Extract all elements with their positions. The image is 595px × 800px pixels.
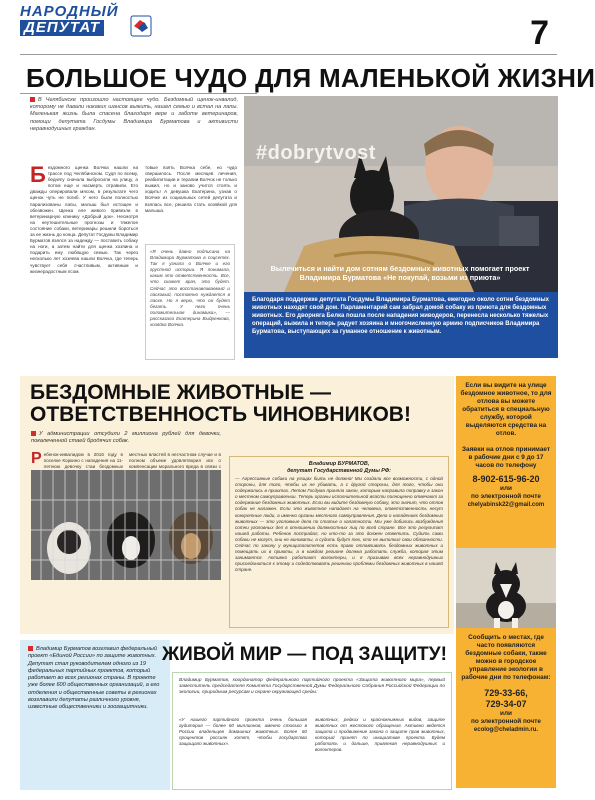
capture-or-text: или (500, 485, 512, 492)
bullet-icon (28, 646, 33, 651)
header-divider (20, 54, 557, 55)
section-2-title-line-2: ОТВЕТСТВЕННОСТЬ ЧИНОВНИКОВ! (30, 403, 411, 426)
section-3-title: ЖИВОЙ МИР — ПОД ЗАЩИТУ! (162, 644, 447, 665)
bullet-icon (31, 431, 36, 436)
capture-email-address: chelyabinsk22@gmail.com (467, 502, 545, 508)
ecology-phone-1: 729-33-66, (484, 688, 528, 698)
deputy-quote-box (229, 456, 449, 628)
capture-service-text: Если вы видите на улице бездомное животное, то для отлова вы можете обратиться в специальную службу, которой выделяются средства на отлов. (460, 382, 552, 437)
column-2-text: товые взять Волчка себе, но чудо свершилось. После месяцев лечения, реабилитации и терапии Волчок не только выжил, но и заново учится стоять и ходить! А девушка Екатерина, узнав о Волчке из социальных сетей депутата и взялась все, решила стать хозяйкой для малыша. (145, 165, 237, 213)
section-2-column-1-text: ебенок-инвалидом в 2016 году в поселке Коркино с нападения на 11-летнюю девочку стаи бездомных (43, 452, 123, 470)
quote-author-name: Владимир БУРМАТОВ, (308, 461, 370, 467)
section-3-column-2: животных, редких и краснокнижных видов, защите животных от жестокого обращения. Активно ведется защита и продвижение закона о защите прав животных, который принят по инициативе проекта. Будем работать и дальше, привлекая неравнодушных и волонтеров. (315, 717, 445, 753)
logo-bottom-text: ДЕПУТАТ (20, 20, 104, 36)
capture-phone-number: 8-902-615-96-20 (472, 474, 540, 484)
puppy-illustration (456, 548, 556, 630)
section-2-column-2-text: местных властей в несчастном случае и в полном объеме удовлетворил иск о компенсации морального вреда в связи с (129, 452, 221, 470)
quote-author-role: депутат Госудаpственной Думы РФ: (287, 467, 391, 474)
section-2-lead-text: У администрации отсудили 2 миллиона рублей для девочки, покалеченной стаей бродячих собак. (31, 431, 221, 445)
pull-quote-text: «Я очень давно подписана на Владимира Бурматова в соцсетях. Так я узнала о Волчке и его грустной истории. Я понимала, каким это ответственность. Все, что скажет врач, это будет. Сейчас это восстанавливаемый и ласковый, постоянно нуждается в ласке. Но я верю, что он будет бегать. У него очень положительная динамика», — рассказала Екатерина Выдренкова, хозяйка Волчка. (150, 249, 230, 328)
section-3-column-1: «У нашего партийного проекта очень большая аудитория — более 60 миллионов, именно столько в России владельцев домашних животных. Более 60 процентов россиян хотят, чтобы государство защищало животных». (179, 717, 307, 747)
article-title: БОЛЬШОЕ ЧУДО ДЛЯ МАЛЕНЬКОЙ ЖИЗНИ (26, 63, 595, 93)
article-lead (30, 97, 238, 133)
capture-service-info-box (456, 376, 556, 550)
logo-top-text: НАРОДНЫЙ (20, 3, 119, 20)
column-1-text: ездомного щенка Волчка нашли на трассе под Челябинском. Судя по всему, беднягу сначала выбросили на улицу, а потом еще и насмерть отравили. Его дважды оперировали мясом, в результате чего щенок чуть не погиб. У него были полностью парализованы лапы, малыш был истощен и обезвожен. Щенка еле живого привезли в ветеринарную клинику «Добрый док». Несмотря на неутешительные прогнозы и тяжелое состояние собаки, ветеринары решили бороться за ее жизнь до конца. Депутат Госдумы Владимир Бурматов взялся за надежду — поставить собаку на ноги, а затем найти для щенка хозяина и подарить ему любящую семью. Так через несколько лет хозяева нашли Волчка, где теперь чувствует себя счастливым, активным и жизнерадостным псом. (30, 165, 138, 274)
section-2-title-line-1: БЕЗДОМНЫЕ ЖИВОТНЫЕ — (30, 381, 332, 404)
capture-email-label: по электронной почте (471, 493, 541, 500)
puppy-photo (456, 548, 556, 630)
photo-caption: Вылечиться и найти дом сотням бездомных животных помогает проект Владимира Бурматова «Не покупай, возьми из приюта» (270, 264, 530, 282)
section-2-lead (31, 431, 221, 445)
party-project-text-content: Владимир Бурматов возглавил федеральный проект «Единой России» по защите животных. Депутат стал руководителем одного из 19 федеральных партийных проектов, который работает во всех регионах страны. В проекте уже более 600 общественных организаций, а его отделения и общественные советы в регионах возглавили депутаты различного уровня, известные общественники и зоозащитники. (28, 646, 160, 711)
photo-hashtag: #dobrytvost (256, 142, 376, 164)
article-column-1 (30, 162, 138, 360)
section-2-column-2 (129, 452, 221, 470)
section-3-lead: Владимир Бурматов, координатор федерального партийного проекта «Защита животного мира», первый заместитель председателя Комитета Государственной Думы Федерального Собрания Российской Федерации по экологии, природным ресурсам и охране окружающей среды: (179, 678, 445, 695)
info-box-blue (244, 292, 558, 358)
article-lead-text: В Челябинске произошло настоящее чудо. Бездомный щенок-инвалид, которому не давали никаких шансов выжить, нашел семью и встал на лапы. Маленькая жизнь была спасена благодаря вере и заботе ветеринаров, помощи депутата Госдумы Владимира Бурматова и активисти неравнодушных граждан. (30, 97, 238, 132)
info-box-text: Благодаря поддержке депутата Госдумы Владимира Бурматова, ежегодно около сотни бездомных животных находят свой дом. Парламентарий сам забрал домой собаку из приюта для бездомных животных. Его дворняга Белка пошла после нападения живодеров, перенесла несколько тяжелых операций, выжила и теперь радует хозяина и многочисленную армию подписчиков Владимира Бурматова, выступающих за гуманное отношение к животным. (252, 297, 549, 335)
cages-illustration (31, 470, 221, 580)
bullet-icon (30, 97, 35, 102)
pull-quote (145, 244, 235, 360)
section-2-title (30, 382, 411, 426)
capture-hours-text: Заявки на отлов принимает в рабочие дни с 9 до 17 часов по телефону (462, 446, 550, 469)
ecology-phone-2: 729-34-07 (485, 699, 527, 709)
ecology-or-text: или (500, 710, 512, 717)
party-emblem-icon (130, 14, 152, 38)
dogs-in-cages-photo (31, 470, 221, 580)
ecology-department-info-box (456, 628, 556, 788)
drop-cap: Б (30, 162, 46, 187)
drop-cap: Р (31, 450, 42, 467)
ecology-email-address: ecolog@cheladmin.ru. (473, 727, 539, 733)
title-divider (20, 93, 257, 94)
page-number: 7 (530, 14, 549, 52)
section-3-body (172, 672, 452, 790)
section-2-column-1 (31, 452, 123, 470)
ecology-email-label: по электронной почте (471, 718, 541, 725)
photo-illustration (244, 96, 558, 292)
party-project-box (20, 640, 170, 790)
article-column-2 (145, 165, 237, 241)
party-project-text (28, 646, 162, 712)
deputy-quote-text: — Агрессивные собаки на улицах быть не должно! Мы создали все возможности, с одной стороны, для того, чтобы их не убивать, а с другой стороны, для того, чтобы они содержались в приютах. Летом Госдума приняла закон, которым направила поправку в закон о местном самоуправлении. Теперь органы исполнительной власти полноценно отвечают за содержание бездомных животных. Если вы видите бездомную собаку, это значит, что отлов собак не налажен. Если это животное нападает на человека, ответственность несут конкретные люди, а именно органы местного самоуправления. Дела о нападениях бездомных животных — это уголовные дела по статье о халатности. Мы уже добились возбуждения сотни уголовных дел в отношении должностных лиц по всей стране. Все это результат нашей работы. Ребенок пострадал, но кто-то за это должен ответить. Судить сами собаки не могут, они не виноваты, а судить будут тех, кто не выполнил свои обязанности. Сейчас по закону у муниципалитетов есть право отлавливать бездомных животных и помещать их в приюты, а в каждом регионе должна работать служба, которая этим занимается. Активно работают волонтеры, и я призываю всех неравнодушных присоединиться к этому и содействовать решению проблемы бездомных животных в нашей стране. (235, 476, 443, 573)
ecology-info-text: Сообщить о местах, где часто появляются бездомные собаки, также можно в городское управление экологии в рабочие дни по телефонам: (461, 634, 551, 681)
burmatov-with-dog-photo (244, 96, 558, 292)
